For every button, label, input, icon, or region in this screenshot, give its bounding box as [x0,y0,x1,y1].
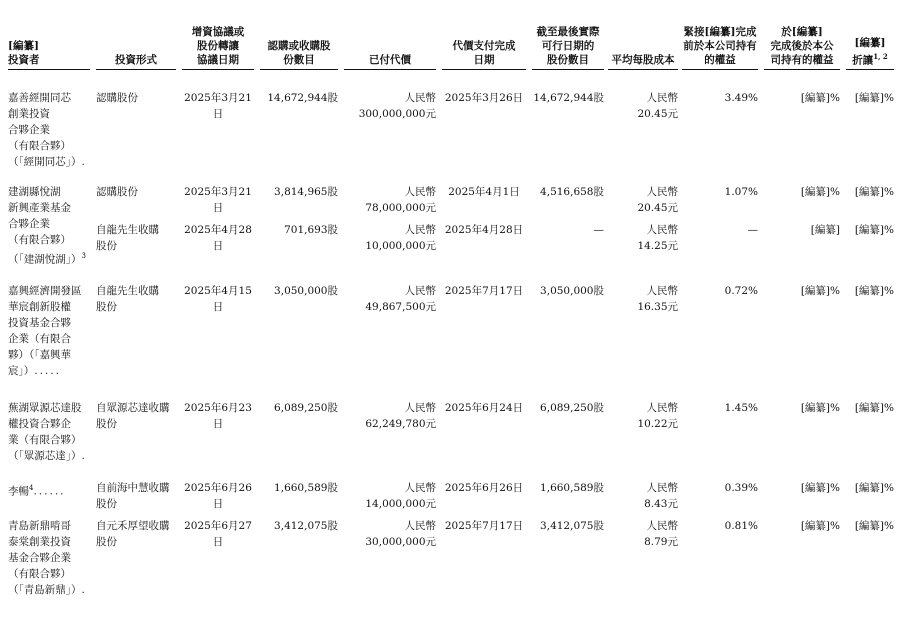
discount: [編纂]% [854,224,894,236]
footnote-marker: 4 [29,484,34,492]
discount: [編纂]% [854,482,894,494]
avg-cost: 人民幣 20.45元 [637,186,678,214]
header-rule [608,69,678,70]
header-rule [764,69,840,70]
header-rule [96,69,176,70]
consideration-paid: 人民幣 300,000,000元 [358,92,436,120]
avg-cost: 人民幣 10.22元 [637,402,678,430]
investor-name-text: 李暢 [8,485,29,498]
header-shares-subscribed [260,10,338,70]
header-investor-label: [編纂] 投資者 [8,40,40,66]
header-form-label: 投資形式 [115,54,157,66]
investor-name [8,480,92,500]
header-shares-subscribed-label: 認購或收購股 份數目 [267,40,331,66]
avg-cost: 人民幣 20.45元 [637,92,678,120]
shares-subscribed: 3,412,075股 [274,520,338,532]
pct-before: 0.39% [724,482,758,494]
header-shares-held-label: 截至最後實際 可行日期的 股份數目 [536,26,600,66]
discount: [編纂]% [854,186,894,198]
header-discount-text: [編纂] 折讓 [852,36,886,66]
consideration-paid: 人民幣 49,867,500元 [365,285,436,313]
shares-held: 6,089,250股 [540,402,604,414]
investment-form: 自龍先生收購 股份 [96,224,159,252]
discount: [編纂]% [854,285,894,297]
header-rule [260,69,338,70]
footnote-marker: 1, 2 [873,51,888,61]
header-rule [344,69,436,70]
header-investor [8,10,90,70]
pct-before: 3.49% [724,92,758,104]
agreement-date: 2025年3月21日 [184,186,252,214]
investor-name-text: 青島新鼎啃哥 泰棠創業投資 基金合夥企業 （有限合夥） （「青島新鼎」） [8,520,82,596]
shares-held: 3,412,075股 [540,520,604,532]
avg-cost: 人民幣 14.25元 [637,224,678,252]
header-discount-label [846,36,894,68]
leader-dots: ..... [34,365,61,377]
shares-held: 1,660,589股 [540,482,604,494]
footnote-marker: 3 [81,252,86,260]
investment-form: 認購股份 [96,186,138,198]
completion-date: 2025年4月28日 [444,224,524,236]
investor-name-text: 蕪湖眾源芯達股 權投資合夥企 業（有限合夥） （「眾源芯達」） [8,402,82,462]
agreement-date: 2025年6月26日 [184,482,252,510]
shares-subscribed: 6,089,250股 [274,402,338,414]
shares-held: 4,516,658股 [540,186,604,198]
agreement-date: 2025年3月21日 [184,92,252,120]
completion-date: 2025年6月24日 [444,402,524,414]
header-pct-before-label: 緊接[編纂]完成 前於本公司持有 的權益 [683,26,757,66]
investor-name-text: 嘉興經濟開發區 華宸創新股權 投資基金合夥 企業（有限合 夥）（「嘉興華 宸」） [8,285,82,377]
header-consideration [344,10,436,70]
investment-form: 自眾源芯達收購 股份 [96,402,170,430]
consideration-paid: 人民幣 10,000,000元 [365,224,436,252]
pct-after: [編纂]% [800,186,840,198]
completion-date: 2025年6月26日 [444,482,524,494]
consideration-paid: 人民幣 62,249,780元 [365,402,436,430]
consideration-paid: 人民幣 14,000,000元 [365,482,436,510]
header-rule [846,69,894,70]
investor-name [8,283,92,379]
header-rule [8,69,90,70]
leader-dots: . [81,156,87,168]
shares-subscribed: 3,814,965股 [274,186,338,198]
avg-cost: 人民幣 8.79元 [644,520,678,548]
pct-after: [編纂]% [800,92,840,104]
header-avg-cost [608,10,678,70]
completion-date: 2025年3月26日 [444,92,524,104]
investor-name [8,400,92,464]
pct-before: — [747,224,758,236]
investor-name-text: 嘉善經開同芯 創業投資 合夥企業 （有限合夥） （「經開同芯」） [8,92,82,168]
avg-cost: 人民幣 16.35元 [637,285,678,313]
completion-date: 2025年7月17日 [444,285,524,297]
shares-held: 14,672,944股 [533,92,604,104]
completion-date: 2025年7月17日 [444,520,524,532]
discount: [編纂]% [854,402,894,414]
avg-cost: 人民幣 8.43元 [644,482,678,510]
investor-name [8,184,92,268]
investor-name-text: 建湖縣悅湖 新興產業基金 合夥企業 （有限合夥） （「建湖悅湖」） [8,186,82,266]
shares-subscribed: 3,050,000股 [274,285,338,297]
agreement-date: 2025年4月15日 [184,285,252,313]
header-rule [182,69,254,70]
agreement-date: 2025年4月28日 [184,224,252,252]
pct-before: 0.72% [724,285,758,297]
leader-dots: . [81,584,87,596]
header-rule [532,69,604,70]
header-pct-after [764,10,840,70]
header-completion-date-label: 代價支付完成 日期 [452,40,516,66]
pct-before: 1.45% [724,402,758,414]
leader-dots: ...... [33,485,66,498]
shares-subscribed: 1,660,589股 [274,482,338,494]
investment-form: 自前海中慧收購 股份 [96,482,170,510]
consideration-paid: 人民幣 78,000,000元 [365,186,436,214]
investor-name [8,90,92,170]
header-rule [442,69,526,70]
shares-subscribed: 14,672,944股 [267,92,338,104]
pct-after: [編纂]% [800,482,840,494]
header-consideration-label: 已付代價 [369,54,411,66]
agreement-date: 2025年6月23日 [184,402,252,430]
investment-form: 自龍先生收購 股份 [96,285,159,313]
pct-after: [編纂]% [800,402,840,414]
header-completion-date [442,10,526,70]
pct-before: 0.81% [724,520,758,532]
shares-subscribed: 701,693股 [284,224,338,236]
header-pct-before [682,10,758,70]
investor-name [8,518,92,598]
shares-held: 3,050,000股 [540,285,604,297]
header-discount [846,10,894,70]
pct-after: [編纂]% [800,520,840,532]
pct-after: [編纂] [810,224,840,236]
leader-dots: . [81,450,87,462]
agreement-date: 2025年6月27日 [184,520,252,548]
header-shares-held [532,10,604,70]
header-avg-cost-label: 平均每股成本 [611,54,675,66]
header-pct-after-label: 於[編纂] 完成後於本公 司持有的權益 [770,26,834,66]
pct-after: [編纂]% [800,285,840,297]
investment-form: 自元禾厚望收購 股份 [96,520,170,548]
pct-before: 1.07% [724,186,758,198]
investment-form: 認購股份 [96,92,138,104]
discount: [編纂]% [854,520,894,532]
shares-held: — [593,224,604,236]
discount: [編纂]% [854,92,894,104]
header-agreement-date [182,10,254,70]
header-agreement-date-label: 增資協議或 股份轉讓 協議日期 [191,26,245,66]
header-rule [682,69,758,70]
header-form [96,10,176,70]
completion-date: 2025年4月1日 [448,186,520,198]
consideration-paid: 人民幣 30,000,000元 [365,520,436,548]
